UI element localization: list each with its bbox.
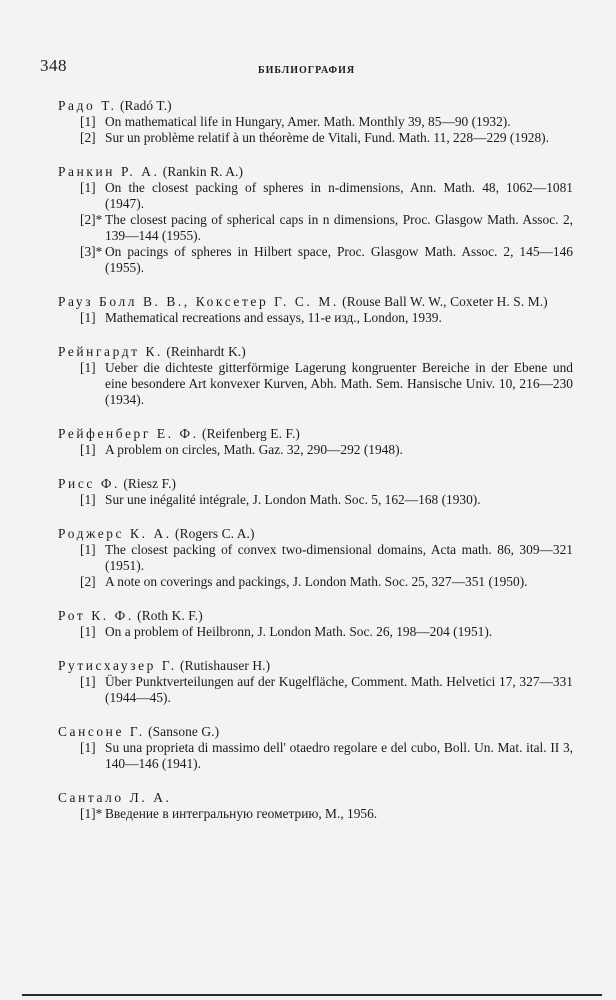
author-name-latin: (Sansone G.) xyxy=(148,724,220,739)
reference-number: [1] xyxy=(80,114,96,129)
author-name-latin: (Reinhardt K.) xyxy=(166,344,246,359)
reference-text: A note on coverings and packings, J. London Math. Soc. 25, 327—351 (1950). xyxy=(105,574,528,589)
author-name-russian: Роджерс К. А. xyxy=(58,526,172,541)
reference-number: [1]* xyxy=(80,806,103,821)
reference-number: [1] xyxy=(80,740,96,755)
bibliography-entry xyxy=(58,425,573,458)
entry-author-line xyxy=(58,723,573,740)
author-name-latin: (Reifenberg E. F.) xyxy=(202,426,300,441)
author-name-russian: Радо Т. xyxy=(58,98,117,113)
reference-item xyxy=(58,442,573,458)
author-name-russian: Рот К. Ф. xyxy=(58,608,134,623)
entry-author-line xyxy=(58,293,573,310)
reference-item xyxy=(58,130,573,146)
author-name-latin: (Roth K. F.) xyxy=(137,608,203,623)
entry-author-line xyxy=(58,789,573,806)
reference-text: On mathematical life in Hungary, Amer. Math. Monthly 39, 85—90 (1932). xyxy=(105,114,511,129)
reference-text: Введение в интегральную геометрию, М., 1956. xyxy=(105,806,378,821)
reference-item xyxy=(58,574,573,590)
author-name-russian: Сансоне Г. xyxy=(58,724,145,739)
reference-text: Ueber die dichteste gitterförmige Lagerung kongruenter Bereiche in der Ebene und eine besondere Art konvexer Kurven, Abh. Math. Sem. Hansische Univ. 10, 216—230 (1934). xyxy=(105,360,573,407)
reference-text: The closest packing of convex two-dimensional domains, Acta math. 86, 309—321 (1951). xyxy=(105,542,573,573)
bibliography-entry xyxy=(58,343,573,408)
bibliography-entry xyxy=(58,789,573,822)
reference-text: On a problem of Heilbronn, J. London Math. Soc. 26, 198—204 (1951). xyxy=(105,624,493,639)
author-name-latin: (Rutishauser H.) xyxy=(180,658,271,673)
bibliography-entry xyxy=(58,657,573,706)
reference-number: [1] xyxy=(80,542,96,557)
bibliography-list xyxy=(58,97,573,839)
bibliography-entry xyxy=(58,293,573,326)
author-name-russian: Сантало Л. А. xyxy=(58,790,172,805)
reference-text: Mathematical recreations and essays, 11-е изд., London, 1939. xyxy=(105,310,442,325)
author-name-latin: (Rouse Ball W. W., Coxeter H. S. M.) xyxy=(342,294,548,309)
entry-author-line xyxy=(58,425,573,442)
reference-text: Über Punktverteilungen auf der Kugelfläche, Comment. Math. Helvetici 17, 327—331 (1944—45). xyxy=(105,674,573,705)
reference-item xyxy=(58,244,573,276)
reference-number: [1] xyxy=(80,180,96,195)
bibliography-entry xyxy=(58,525,573,590)
author-name-latin: (Rankin R. A.) xyxy=(162,164,244,179)
reference-item xyxy=(58,114,573,130)
entry-author-line xyxy=(58,343,573,360)
bibliography-entry xyxy=(58,163,573,276)
author-name-russian: Рейфенберг Е. Ф. xyxy=(58,426,199,441)
reference-number: [2]* xyxy=(80,212,103,227)
reference-item xyxy=(58,212,573,244)
reference-item xyxy=(58,360,573,408)
reference-item xyxy=(58,806,573,822)
author-name-latin: (Radó T.) xyxy=(120,98,172,113)
entry-author-line xyxy=(58,97,573,114)
reference-number: [1] xyxy=(80,674,96,689)
reference-number: [1] xyxy=(80,624,96,639)
reference-item xyxy=(58,542,573,574)
author-name-latin: (Riesz F.) xyxy=(123,476,177,491)
entry-author-line xyxy=(58,657,573,674)
author-name-russian: Рауз Болл В. В., Коксетер Г. С. М. xyxy=(58,294,339,309)
reference-text: Sur une inégalité intégrale, J. London Math. Soc. 5, 162—168 (1930). xyxy=(105,492,481,507)
bibliography-entry xyxy=(58,723,573,772)
reference-text: Su una proprieta di massimo dell' otaedro regolare e del cubo, Boll. Un. Mat. ital. II 3, 140—146 (1941). xyxy=(105,740,573,771)
reference-item xyxy=(58,674,573,706)
page-number: 348 xyxy=(40,56,67,75)
bibliography-entry xyxy=(58,475,573,508)
reference-number: [1] xyxy=(80,442,96,457)
reference-item xyxy=(58,310,573,326)
author-name-russian: Ранкин Р. А. xyxy=(58,164,160,179)
reference-item xyxy=(58,492,573,508)
reference-item xyxy=(58,740,573,772)
reference-number: [1] xyxy=(80,360,96,375)
author-name-latin: (Rogers C. A.) xyxy=(175,526,255,541)
bibliography-entry xyxy=(58,97,573,146)
entry-author-line xyxy=(58,607,573,624)
reference-number: [2] xyxy=(80,574,96,589)
page-bottom-rule xyxy=(22,994,602,996)
reference-number: [1] xyxy=(80,492,96,507)
reference-text: On pacings of spheres in Hilbert space, Proc. Glasgow Math. Assoc. 2, 145—146 (1955). xyxy=(105,244,573,275)
reference-text: Sur un problème relatif à un théorème de Vitali, Fund. Math. 11, 228—229 (1928). xyxy=(105,130,549,145)
reference-item xyxy=(58,180,573,212)
reference-number: [2] xyxy=(80,130,96,145)
entry-author-line xyxy=(58,525,573,542)
entry-author-line xyxy=(58,163,573,180)
reference-item xyxy=(58,624,573,640)
reference-number: [3]* xyxy=(80,244,103,259)
reference-text: On the closest packing of spheres in n-dimensions, Ann. Math. 48, 1062—1081 (1947). xyxy=(105,180,573,211)
running-head: БИБЛИОГРАФИЯ xyxy=(258,65,356,76)
author-name-russian: Рутисхаузер Г. xyxy=(58,658,177,673)
reference-text: The closest pacing of spherical caps in n dimensions, Proc. Glasgow Math. Assoc. 2, 139—144 (1955). xyxy=(105,212,573,243)
entry-author-line xyxy=(58,475,573,492)
author-name-russian: Рисс Ф. xyxy=(58,476,120,491)
reference-text: A problem on circles, Math. Gaz. 32, 290—292 (1948). xyxy=(105,442,403,457)
reference-number: [1] xyxy=(80,310,96,325)
author-name-russian: Рейнгардт К. xyxy=(58,344,163,359)
bibliography-entry xyxy=(58,607,573,640)
